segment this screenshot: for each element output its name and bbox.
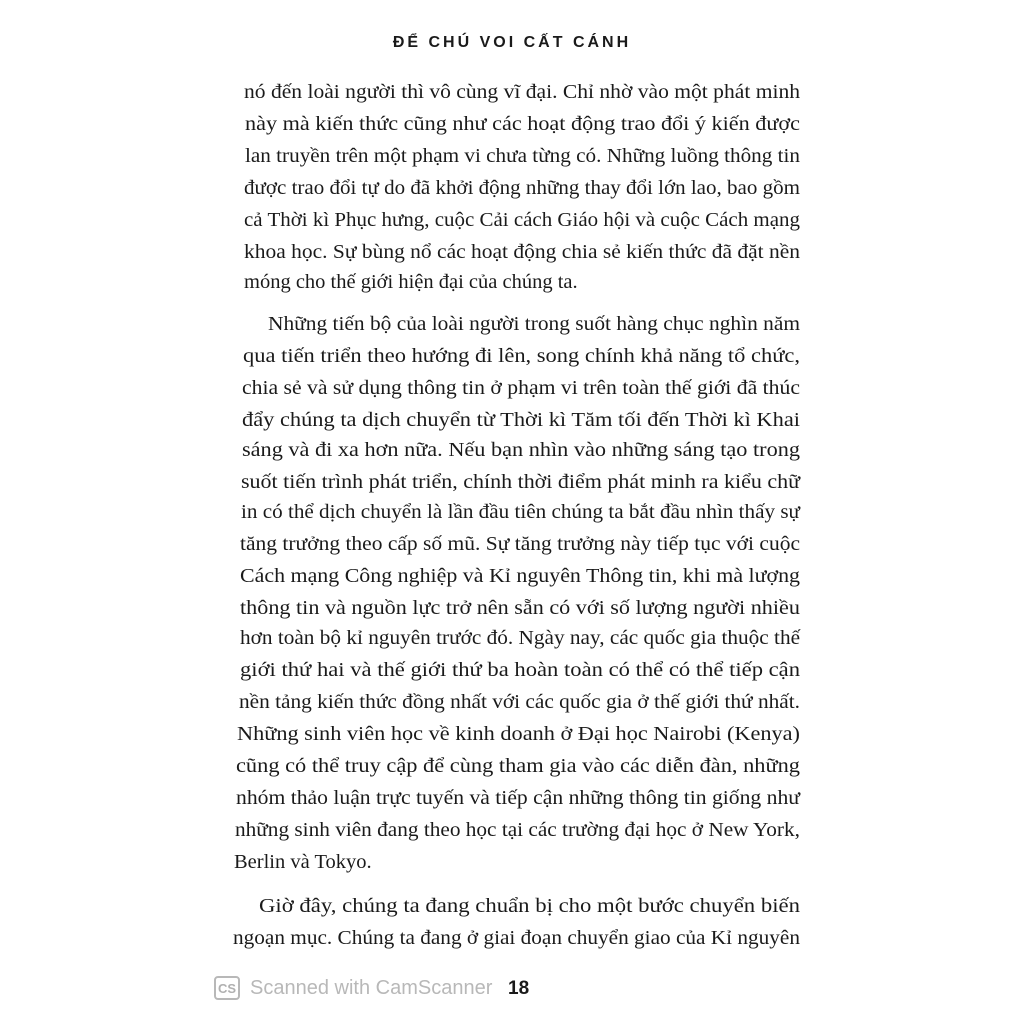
text-line: sáng và đi xa hơn nữa. Nếu bạn nhìn vào những sáng tạo trong — [242, 439, 801, 461]
text-line: in có thể dịch chuyển là lần đầu tiên chúng ta bắt đầu nhìn thấy sự — [241, 501, 801, 523]
text-line: thông tin và nguồn lực trở nên sẵn có với số lượng người nhiều — [240, 597, 800, 619]
text-line: này mà kiến thức cũng như các hoạt động trao đổi ý kiến được — [245, 113, 800, 135]
text-line: móng cho thế giới hiện đại của chúng ta. — [244, 271, 578, 293]
text-line: Những sinh viên học về kinh doanh ở Đại học Nairobi (Kenya) — [237, 723, 800, 745]
text-line: khoa học. Sự bùng nổ các hoạt động chia sẻ kiến thức đã đặt nền — [244, 241, 801, 263]
text-line: Giờ đây, chúng ta đang chuẩn bị cho một bước chuyển biến — [259, 895, 800, 917]
text-line: nó đến loài người thì vô cùng vĩ đại. Chỉ nhờ vào một phát minh — [244, 81, 801, 103]
running-title: ĐỂ CHÚ VOI CẤT CÁNH — [392, 34, 632, 51]
text-line: Cách mạng Công nghiệp và Kỉ nguyên Thông tin, khi mà lượng — [240, 565, 801, 587]
text-line: suốt tiến trình phát triển, chính thời điểm phát minh ra kiểu chữ — [241, 471, 800, 493]
text-line: nền tảng kiến thức đồng nhất với các quốc gia ở thế giới thứ nhất. — [239, 691, 801, 713]
text-line: được trao đổi tự do đã khởi động những thay đổi lớn lao, bao gồm — [244, 177, 800, 199]
text-line: Những tiến bộ của loài người trong suốt hàng chục nghìn năm — [268, 313, 800, 335]
text-line: chia sẻ và sử dụng thông tin ở phạm vi trên toàn thế giới đã thúc — [242, 377, 800, 399]
text-line: tăng trưởng theo cấp số mũ. Sự tăng trưởng này tiếp tục với cuộc — [240, 533, 801, 555]
scanner-watermark-text: Scanned with CamScanner — [250, 976, 493, 999]
text-line: đẩy chúng ta dịch chuyển từ Thời kì Tăm tối đến Thời kì Khai — [242, 409, 800, 431]
scanner-watermark — [214, 972, 492, 1004]
camscanner-logo-icon: CS — [214, 976, 240, 1000]
text-line: cũng có thể truy cập để cùng tham gia vào các diễn đàn, những — [236, 755, 800, 777]
text-line: lan truyền trên một phạm vi chưa từng có. Những luồng thông tin — [245, 145, 801, 167]
text-line: những sinh viên đang theo học tại các trường đại học ở New York, — [235, 819, 800, 841]
text-line: giới thứ hai và thế giới thứ ba hoàn toàn có thể có thể tiếp cận — [240, 659, 801, 681]
text-line: cả Thời kì Phục hưng, cuộc Cải cách Giáo hội và cuộc Cách mạng — [244, 209, 800, 231]
text-line: Berlin và Tokyo. — [234, 851, 372, 873]
page-number: 18 — [508, 978, 530, 999]
text-line: hơn toàn bộ kỉ nguyên trước đó. Ngày nay, các quốc gia thuộc thế — [240, 627, 801, 649]
text-line: ngoạn mục. Chúng ta đang ở giai đoạn chuyển giao của Kỉ nguyên — [233, 927, 801, 949]
text-line: nhóm thảo luận trực tuyến và tiếp cận những thông tin giống như — [236, 787, 801, 809]
text-line: qua tiến triển theo hướng đi lên, song chính khả năng tổ chức, — [243, 345, 800, 367]
